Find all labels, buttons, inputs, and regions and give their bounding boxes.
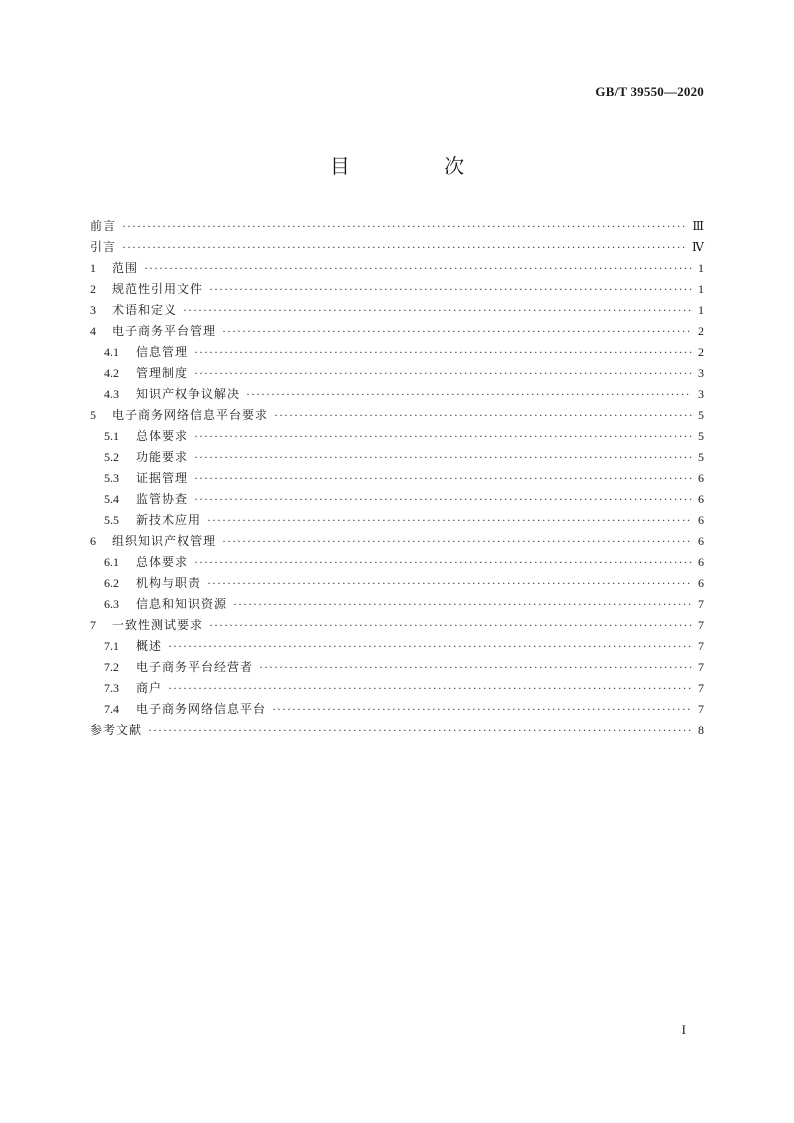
- toc-entry-label: 术语和定义: [112, 303, 178, 317]
- toc-subentry[interactable]: [90, 594, 704, 615]
- toc-leader-dots: [194, 552, 692, 573]
- toc-entry-page: 1: [698, 303, 704, 317]
- toc-subentry-label: 功能要求: [136, 450, 189, 464]
- toc-leader-dots: [194, 342, 692, 363]
- toc-subentry-number: 6.1: [104, 555, 119, 569]
- toc-entry-label: 规范性引用文件: [112, 282, 204, 296]
- toc-subentry[interactable]: [90, 552, 704, 573]
- toc-leader-dots: [168, 636, 692, 657]
- toc-subentry-number: 5.1: [104, 429, 119, 443]
- toc-entry[interactable]: [90, 321, 704, 342]
- toc-entry-number: 5: [90, 408, 96, 422]
- page-title: 目 次: [329, 154, 509, 178]
- toc-subentry-label: 信息管理: [136, 345, 189, 359]
- toc-subentry-label: 概述: [136, 639, 163, 653]
- toc-entry[interactable]: [90, 237, 704, 258]
- toc-entry-label: 电子商务平台管理: [112, 324, 217, 338]
- toc-entry-page: 7: [698, 618, 704, 632]
- toc-subentry-page: 6: [698, 492, 704, 506]
- toc-leader-dots: [194, 468, 692, 489]
- toc-subentry-number: 7.2: [104, 660, 119, 674]
- toc-subentry-number: 7.1: [104, 639, 119, 653]
- toc-subentry[interactable]: [90, 699, 704, 720]
- toc-entry-number: 4: [90, 324, 96, 338]
- toc-entry-number: 3: [90, 303, 96, 317]
- toc-entry[interactable]: [90, 615, 704, 636]
- toc-entry-page: Ⅳ: [692, 240, 704, 254]
- toc-subentry[interactable]: [90, 426, 704, 447]
- toc-subentry-page: 7: [698, 597, 704, 611]
- toc-subentry-number: 7.3: [104, 681, 119, 695]
- toc-leader-dots: [148, 720, 692, 741]
- toc-entry[interactable]: [90, 405, 704, 426]
- toc-leader-dots: [122, 216, 688, 237]
- toc-leader-dots: [222, 321, 692, 342]
- toc-subentry[interactable]: [90, 342, 704, 363]
- toc-leader-dots: [194, 426, 692, 447]
- toc-subentry-label: 总体要求: [136, 429, 189, 443]
- toc-subentry-page: 6: [698, 471, 704, 485]
- toc-subentry-number: 4.1: [104, 345, 119, 359]
- toc-entry-page: 6: [698, 534, 704, 548]
- toc-entry-label: 引言: [90, 240, 117, 254]
- toc-subentry-label: 信息和知识资源: [136, 597, 228, 611]
- toc-subentry-page: 2: [698, 345, 704, 359]
- toc-leader-dots: [194, 363, 692, 384]
- toc-leader-dots: [207, 510, 692, 531]
- toc-subentry-page: 3: [698, 366, 704, 380]
- toc-entry-label: 一致性测试要求: [112, 618, 204, 632]
- toc-subentry-page: 5: [698, 429, 704, 443]
- toc-entry-label: 电子商务网络信息平台要求: [112, 408, 269, 422]
- toc-subentry-page: 7: [698, 660, 704, 674]
- toc-subentry-number: 6.2: [104, 576, 119, 590]
- toc-leader-dots: [274, 405, 692, 426]
- toc-entry-page: 5: [698, 408, 704, 422]
- toc-subentry[interactable]: [90, 510, 704, 531]
- toc-leader-dots: [209, 279, 692, 300]
- page-number: I: [681, 1022, 686, 1037]
- toc-entry-page: 2: [698, 324, 704, 338]
- toc-subentry-page: 6: [698, 513, 704, 527]
- toc-entry-number: 6: [90, 534, 96, 548]
- toc-leader-dots: [168, 678, 692, 699]
- toc-entry[interactable]: [90, 720, 704, 741]
- toc-leader-dots: [259, 657, 692, 678]
- toc-entry-number: 2: [90, 282, 96, 296]
- toc-subentry-label: 总体要求: [136, 555, 189, 569]
- toc-subentry-label: 知识产权争议解决: [136, 387, 241, 401]
- toc-leader-dots: [246, 384, 692, 405]
- toc-leader-dots: [233, 594, 692, 615]
- toc-leader-dots: [144, 258, 692, 279]
- toc-leader-dots: [194, 447, 692, 468]
- toc-subentry-number: 5.4: [104, 492, 119, 506]
- toc-subentry[interactable]: [90, 384, 704, 405]
- toc-subentry-number: 5.5: [104, 513, 119, 527]
- toc-subentry-label: 机构与职责: [136, 576, 202, 590]
- toc-entry-page: 1: [698, 261, 704, 275]
- toc-subentry-label: 证据管理: [136, 471, 189, 485]
- toc-leader-dots: [122, 237, 688, 258]
- toc-leader-dots: [272, 699, 692, 720]
- toc-subentry-label: 电子商务网络信息平台: [136, 702, 267, 716]
- toc-subentry-number: 4.3: [104, 387, 119, 401]
- toc-entry[interactable]: [90, 216, 704, 237]
- toc-leader-dots: [194, 489, 692, 510]
- toc-entry-page: 1: [698, 282, 704, 296]
- toc-subentry[interactable]: [90, 573, 704, 594]
- toc-entry-number: 7: [90, 618, 96, 632]
- toc-subentry-number: 6.3: [104, 597, 119, 611]
- toc-entry-label: 组织知识产权管理: [112, 534, 217, 548]
- toc-leader-dots: [222, 531, 692, 552]
- toc-subentry[interactable]: [90, 447, 704, 468]
- toc-subentry-number: 4.2: [104, 366, 119, 380]
- toc-subentry-number: 7.4: [104, 702, 119, 716]
- toc-subentry[interactable]: [90, 636, 704, 657]
- table-of-contents: [90, 216, 704, 741]
- toc-subentry-label: 新技术应用: [136, 513, 202, 527]
- toc-subentry-page: 5: [698, 450, 704, 464]
- toc-subentry-page: 7: [698, 639, 704, 653]
- toc-entry-page: 8: [698, 723, 704, 737]
- toc-subentry[interactable]: [90, 363, 704, 384]
- toc-entry-number: 1: [90, 261, 96, 275]
- toc-entry[interactable]: [90, 531, 704, 552]
- toc-entry-label: 参考文献: [90, 723, 143, 737]
- toc-subentry-page: 7: [698, 681, 704, 695]
- toc-entry-page: Ⅲ: [692, 219, 704, 233]
- toc-leader-dots: [207, 573, 692, 594]
- toc-subentry-page: 6: [698, 555, 704, 569]
- toc-subentry-page: 7: [698, 702, 704, 716]
- toc-subentry-label: 监管协查: [136, 492, 189, 506]
- toc-subentry-number: 5.3: [104, 471, 119, 485]
- toc-subentry-page: 6: [698, 576, 704, 590]
- toc-leader-dots: [209, 615, 692, 636]
- toc-entry-label: 前言: [90, 219, 117, 233]
- toc-subentry-page: 3: [698, 387, 704, 401]
- toc-subentry[interactable]: [90, 678, 704, 699]
- toc-entry[interactable]: [90, 279, 704, 300]
- toc-leader-dots: [183, 300, 692, 321]
- toc-entry-label: 范围: [112, 261, 139, 275]
- toc-subentry-label: 商户: [136, 681, 163, 695]
- toc-subentry[interactable]: [90, 468, 704, 489]
- toc-subentry-label: 管理制度: [136, 366, 189, 380]
- toc-subentry[interactable]: [90, 489, 704, 510]
- toc-subentry[interactable]: [90, 657, 704, 678]
- standard-id: GB/T 39550—2020: [595, 84, 704, 99]
- toc-entry[interactable]: [90, 258, 704, 279]
- toc-subentry-label: 电子商务平台经营者: [136, 660, 254, 674]
- toc-subentry-number: 5.2: [104, 450, 119, 464]
- toc-entry[interactable]: [90, 300, 704, 321]
